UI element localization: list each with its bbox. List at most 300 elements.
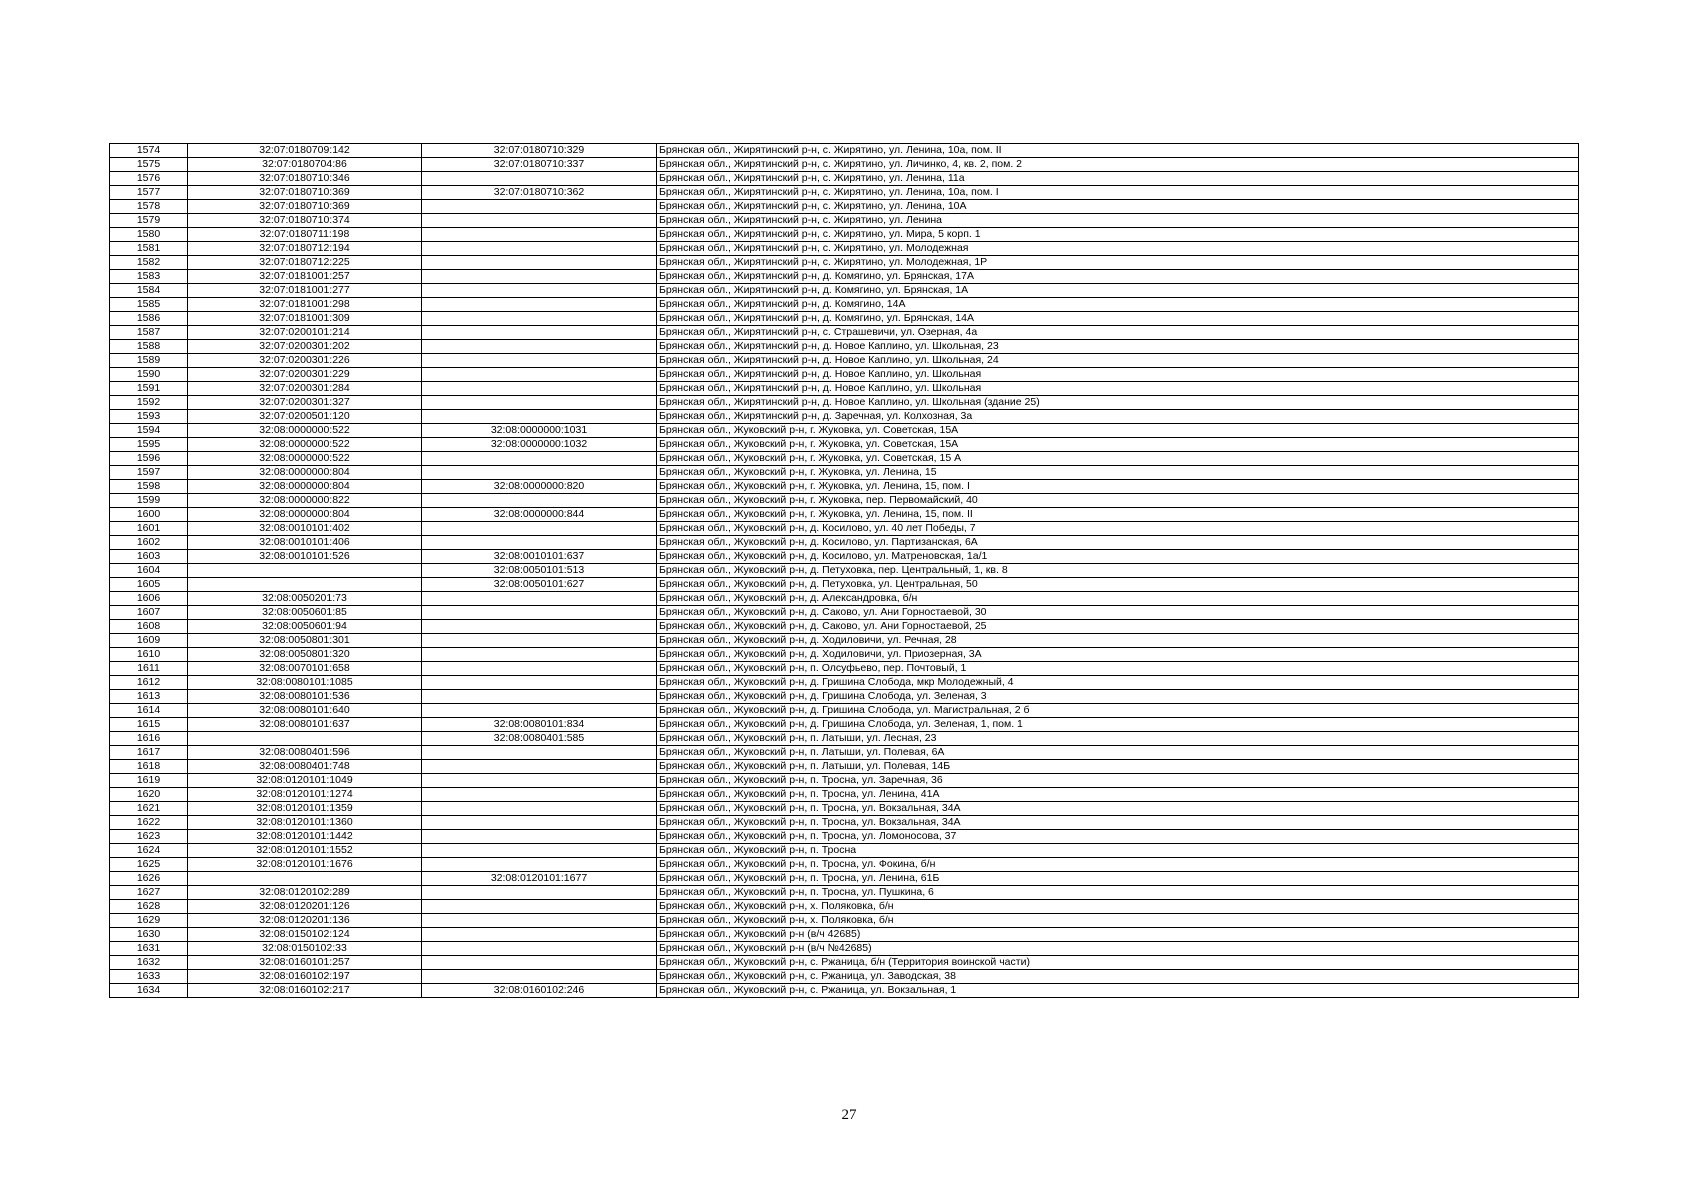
table-row [110, 900, 1579, 914]
address-cell: Брянская обл., Жирятинский р-н, с. Жирятино, ул. Ленина, 11а [657, 172, 1579, 186]
row-number-cell: 1615 [110, 718, 188, 732]
cadastral-number-cell: 32:07:0180712:194 [188, 242, 422, 256]
cadastral-number-cell: 32:08:0080401:748 [188, 760, 422, 774]
table-row [110, 522, 1579, 536]
row-number-cell: 1595 [110, 438, 188, 452]
address-cell: Брянская обл., Жуковский р-н, д. Александровка, б/н [657, 592, 1579, 606]
table-row [110, 424, 1579, 438]
table-row [110, 858, 1579, 872]
related-cadastral-number-cell [422, 942, 657, 956]
table-row [110, 718, 1579, 732]
row-number-cell: 1590 [110, 368, 188, 382]
row-number-cell: 1626 [110, 872, 188, 886]
row-number-cell: 1577 [110, 186, 188, 200]
row-number-cell: 1623 [110, 830, 188, 844]
cadastral-number-cell: 32:08:0010101:402 [188, 522, 422, 536]
related-cadastral-number-cell [422, 200, 657, 214]
cadastral-number-cell: 32:07:0180710:369 [188, 200, 422, 214]
cadastral-number-cell: 32:08:0000000:804 [188, 508, 422, 522]
table-row [110, 494, 1579, 508]
table-row [110, 382, 1579, 396]
row-number-cell: 1631 [110, 942, 188, 956]
table-row [110, 774, 1579, 788]
cadastral-number-cell [188, 732, 422, 746]
row-number-cell: 1601 [110, 522, 188, 536]
related-cadastral-number-cell [422, 410, 657, 424]
table-row [110, 942, 1579, 956]
table-row [110, 690, 1579, 704]
table-row [110, 172, 1579, 186]
address-cell: Брянская обл., Жирятинский р-н, с. Жирятино, ул. Молодежная [657, 242, 1579, 256]
address-cell: Брянская обл., Жуковский р-н, п. Латыши, ул. Полевая, 14Б [657, 760, 1579, 774]
row-number-cell: 1597 [110, 466, 188, 480]
address-cell: Брянская обл., Жуковский р-н, п. Тросна, ул. Ломоносова, 37 [657, 830, 1579, 844]
related-cadastral-number-cell [422, 214, 657, 228]
cadastral-number-cell: 32:08:0120101:1552 [188, 844, 422, 858]
table-row [110, 214, 1579, 228]
row-number-cell: 1608 [110, 620, 188, 634]
table-row [110, 844, 1579, 858]
row-number-cell: 1610 [110, 648, 188, 662]
table-row [110, 256, 1579, 270]
address-cell: Брянская обл., Жирятинский р-н, д. Заречная, ул. Колхозная, 3а [657, 410, 1579, 424]
cadastral-number-cell: 32:07:0180709:142 [188, 144, 422, 158]
table-row [110, 788, 1579, 802]
cadastral-number-cell: 32:08:0000000:804 [188, 466, 422, 480]
address-cell: Брянская обл., Жуковский р-н (в/ч 42685) [657, 928, 1579, 942]
address-cell: Брянская обл., Жирятинский р-н, с. Страшевичи, ул. Озерная, 4а [657, 326, 1579, 340]
cadastral-number-cell: 32:08:0080101:640 [188, 704, 422, 718]
row-number-cell: 1612 [110, 676, 188, 690]
table-row [110, 816, 1579, 830]
row-number-cell: 1604 [110, 564, 188, 578]
address-cell: Брянская обл., Жуковский р-н, г. Жуковка, ул. Советская, 15А [657, 424, 1579, 438]
row-number-cell: 1589 [110, 354, 188, 368]
related-cadastral-number-cell: 32:08:0000000:1032 [422, 438, 657, 452]
row-number-cell: 1618 [110, 760, 188, 774]
cadastral-number-cell: 32:07:0200301:229 [188, 368, 422, 382]
related-cadastral-number-cell [422, 354, 657, 368]
address-cell: Брянская обл., Жуковский р-н, с. Ржаница, ул. Заводская, 38 [657, 970, 1579, 984]
table-row [110, 620, 1579, 634]
table-row [110, 592, 1579, 606]
related-cadastral-number-cell: 32:08:0080401:585 [422, 732, 657, 746]
row-number-cell: 1596 [110, 452, 188, 466]
table-row [110, 144, 1579, 158]
table-row [110, 984, 1579, 998]
table-row [110, 928, 1579, 942]
cadastral-number-cell: 32:08:0120101:1274 [188, 788, 422, 802]
cadastral-number-cell: 32:07:0200301:284 [188, 382, 422, 396]
cadastral-number-cell: 32:07:0181001:257 [188, 270, 422, 284]
related-cadastral-number-cell [422, 914, 657, 928]
address-cell: Брянская обл., Жуковский р-н, х. Поляковка, б/н [657, 914, 1579, 928]
address-cell: Брянская обл., Жирятинский р-н, с. Жирятино, ул. Мира, 5 корп. 1 [657, 228, 1579, 242]
row-number-cell: 1592 [110, 396, 188, 410]
table-row [110, 340, 1579, 354]
address-cell: Брянская обл., Жуковский р-н, п. Тросна, ул. Фокина, б/н [657, 858, 1579, 872]
property-registry-table [109, 143, 1579, 998]
related-cadastral-number-cell [422, 774, 657, 788]
address-cell: Брянская обл., Жуковский р-н, п. Латыши, ул. Лесная, 23 [657, 732, 1579, 746]
related-cadastral-number-cell [422, 242, 657, 256]
address-cell: Брянская обл., Жирятинский р-н, д. Новое Каплино, ул. Школьная [657, 382, 1579, 396]
cadastral-number-cell: 32:08:0160102:217 [188, 984, 422, 998]
related-cadastral-number-cell: 32:07:0180710:362 [422, 186, 657, 200]
related-cadastral-number-cell [422, 270, 657, 284]
cadastral-number-cell: 32:08:0000000:804 [188, 480, 422, 494]
cadastral-number-cell: 32:08:0160101:257 [188, 956, 422, 970]
row-number-cell: 1605 [110, 578, 188, 592]
cadastral-number-cell: 32:08:0120201:136 [188, 914, 422, 928]
related-cadastral-number-cell [422, 606, 657, 620]
row-number-cell: 1574 [110, 144, 188, 158]
row-number-cell: 1603 [110, 550, 188, 564]
related-cadastral-number-cell [422, 466, 657, 480]
cadastral-number-cell: 32:07:0181001:309 [188, 312, 422, 326]
address-cell: Брянская обл., Жуковский р-н, г. Жуковка, ул. Ленина, 15 [657, 466, 1579, 480]
table-row [110, 648, 1579, 662]
table-row [110, 536, 1579, 550]
table-row [110, 410, 1579, 424]
row-number-cell: 1593 [110, 410, 188, 424]
cadastral-number-cell: 32:07:0180712:225 [188, 256, 422, 270]
cadastral-number-cell: 32:07:0200101:214 [188, 326, 422, 340]
cadastral-number-cell [188, 872, 422, 886]
related-cadastral-number-cell [422, 536, 657, 550]
address-cell: Брянская обл., Жирятинский р-н, д. Комягино, ул. Брянская, 17А [657, 270, 1579, 284]
row-number-cell: 1628 [110, 900, 188, 914]
related-cadastral-number-cell [422, 620, 657, 634]
table-row [110, 326, 1579, 340]
cadastral-number-cell: 32:08:0120201:126 [188, 900, 422, 914]
related-cadastral-number-cell [422, 886, 657, 900]
address-cell: Брянская обл., Жирятинский р-н, д. Комягино, 14А [657, 298, 1579, 312]
related-cadastral-number-cell [422, 956, 657, 970]
address-cell: Брянская обл., Жуковский р-н, п. Тросна, ул. Заречная, 36 [657, 774, 1579, 788]
cadastral-number-cell: 32:08:0050601:85 [188, 606, 422, 620]
cadastral-number-cell: 32:08:0000000:522 [188, 424, 422, 438]
related-cadastral-number-cell [422, 326, 657, 340]
related-cadastral-number-cell: 32:07:0180710:337 [422, 158, 657, 172]
cadastral-number-cell: 32:08:0120101:1049 [188, 774, 422, 788]
row-number-cell: 1587 [110, 326, 188, 340]
cadastral-number-cell: 32:08:0150102:33 [188, 942, 422, 956]
address-cell: Брянская обл., Жуковский р-н, д. Гришина Слобода, мкр Молодежный, 4 [657, 676, 1579, 690]
cadastral-number-cell: 32:07:0180710:346 [188, 172, 422, 186]
related-cadastral-number-cell [422, 844, 657, 858]
address-cell: Брянская обл., Жирятинский р-н, д. Новое Каплино, ул. Школьная [657, 368, 1579, 382]
cadastral-number-cell: 32:08:0120102:289 [188, 886, 422, 900]
cadastral-number-cell: 32:08:0000000:522 [188, 452, 422, 466]
related-cadastral-number-cell [422, 690, 657, 704]
related-cadastral-number-cell [422, 830, 657, 844]
cadastral-number-cell: 32:07:0200301:202 [188, 340, 422, 354]
cadastral-number-cell: 32:08:0050801:301 [188, 634, 422, 648]
table-row [110, 298, 1579, 312]
related-cadastral-number-cell [422, 816, 657, 830]
address-cell: Брянская обл., Жуковский р-н, д. Косилово, ул. Матреновская, 1а/1 [657, 550, 1579, 564]
related-cadastral-number-cell [422, 494, 657, 508]
address-cell: Брянская обл., Жуковский р-н, п. Олсуфьево, пер. Почтовый, 1 [657, 662, 1579, 676]
address-cell: Брянская обл., Жуковский р-н (в/ч №42685) [657, 942, 1579, 956]
row-number-cell: 1583 [110, 270, 188, 284]
related-cadastral-number-cell: 32:08:0120101:1677 [422, 872, 657, 886]
table-row [110, 732, 1579, 746]
row-number-cell: 1616 [110, 732, 188, 746]
row-number-cell: 1580 [110, 228, 188, 242]
address-cell: Брянская обл., Жуковский р-н, х. Поляковка, б/н [657, 900, 1579, 914]
related-cadastral-number-cell [422, 858, 657, 872]
related-cadastral-number-cell [422, 760, 657, 774]
address-cell: Брянская обл., Жуковский р-н, п. Тросна, ул. Пушкина, 6 [657, 886, 1579, 900]
registry-table-body [110, 144, 1579, 998]
row-number-cell: 1576 [110, 172, 188, 186]
address-cell: Брянская обл., Жирятинский р-н, д. Новое Каплино, ул. Школьная, 24 [657, 354, 1579, 368]
table-row [110, 760, 1579, 774]
cadastral-number-cell: 32:08:0050601:94 [188, 620, 422, 634]
cadastral-number-cell: 32:08:0080101:536 [188, 690, 422, 704]
related-cadastral-number-cell [422, 228, 657, 242]
cadastral-number-cell: 32:08:0000000:522 [188, 438, 422, 452]
table-row [110, 676, 1579, 690]
table-row [110, 662, 1579, 676]
related-cadastral-number-cell [422, 928, 657, 942]
cadastral-number-cell: 32:07:0180704:86 [188, 158, 422, 172]
row-number-cell: 1581 [110, 242, 188, 256]
address-cell: Брянская обл., Жуковский р-н, д. Петуховка, пер. Центральный, 1, кв. 8 [657, 564, 1579, 578]
row-number-cell: 1617 [110, 746, 188, 760]
table-row [110, 242, 1579, 256]
address-cell: Брянская обл., Жуковский р-н, г. Жуковка, ул. Ленина, 15, пом. I [657, 480, 1579, 494]
address-cell: Брянская обл., Жуковский р-н, д. Косилово, ул. Партизанская, 6А [657, 536, 1579, 550]
row-number-cell: 1607 [110, 606, 188, 620]
related-cadastral-number-cell [422, 382, 657, 396]
cadastral-number-cell: 32:08:0010101:526 [188, 550, 422, 564]
row-number-cell: 1575 [110, 158, 188, 172]
related-cadastral-number-cell [422, 256, 657, 270]
table-row [110, 704, 1579, 718]
address-cell: Брянская обл., Жуковский р-н, п. Тросна [657, 844, 1579, 858]
table-row [110, 956, 1579, 970]
related-cadastral-number-cell [422, 298, 657, 312]
row-number-cell: 1627 [110, 886, 188, 900]
row-number-cell: 1629 [110, 914, 188, 928]
table-row [110, 872, 1579, 886]
table-row [110, 914, 1579, 928]
table-row [110, 886, 1579, 900]
row-number-cell: 1620 [110, 788, 188, 802]
table-row [110, 830, 1579, 844]
address-cell: Брянская обл., Жуковский р-н, г. Жуковка, ул. Советская, 15А [657, 438, 1579, 452]
related-cadastral-number-cell [422, 592, 657, 606]
cadastral-number-cell: 32:08:0120101:1359 [188, 802, 422, 816]
address-cell: Брянская обл., Жирятинский р-н, с. Жирятино, ул. Ленина [657, 214, 1579, 228]
related-cadastral-number-cell [422, 340, 657, 354]
table-row [110, 452, 1579, 466]
address-cell: Брянская обл., Жуковский р-н, д. Косилово, ул. 40 лет Победы, 7 [657, 522, 1579, 536]
related-cadastral-number-cell [422, 522, 657, 536]
table-row [110, 284, 1579, 298]
related-cadastral-number-cell: 32:07:0180710:329 [422, 144, 657, 158]
table-row [110, 508, 1579, 522]
cadastral-number-cell: 32:08:0080401:596 [188, 746, 422, 760]
address-cell: Брянская обл., Жуковский р-н, г. Жуковка, пер. Первомайский, 40 [657, 494, 1579, 508]
related-cadastral-number-cell [422, 746, 657, 760]
row-number-cell: 1585 [110, 298, 188, 312]
row-number-cell: 1606 [110, 592, 188, 606]
row-number-cell: 1624 [110, 844, 188, 858]
cadastral-number-cell: 32:07:0181001:277 [188, 284, 422, 298]
table-row [110, 606, 1579, 620]
related-cadastral-number-cell: 32:08:0000000:844 [422, 508, 657, 522]
row-number-cell: 1611 [110, 662, 188, 676]
cadastral-number-cell: 32:08:0120101:1442 [188, 830, 422, 844]
row-number-cell: 1632 [110, 956, 188, 970]
table-row [110, 480, 1579, 494]
row-number-cell: 1578 [110, 200, 188, 214]
address-cell: Брянская обл., Жирятинский р-н, д. Новое Каплино, ул. Школьная, 23 [657, 340, 1579, 354]
table-row [110, 354, 1579, 368]
related-cadastral-number-cell [422, 634, 657, 648]
row-number-cell: 1621 [110, 802, 188, 816]
cadastral-number-cell: 32:07:0180710:374 [188, 214, 422, 228]
row-number-cell: 1609 [110, 634, 188, 648]
row-number-cell: 1619 [110, 774, 188, 788]
row-number-cell: 1602 [110, 536, 188, 550]
related-cadastral-number-cell: 32:08:0080101:834 [422, 718, 657, 732]
related-cadastral-number-cell [422, 396, 657, 410]
table-row [110, 634, 1579, 648]
related-cadastral-number-cell [422, 312, 657, 326]
related-cadastral-number-cell [422, 452, 657, 466]
address-cell: Брянская обл., Жирятинский р-н, с. Жирятино, ул. Ленина, 10А [657, 200, 1579, 214]
related-cadastral-number-cell [422, 970, 657, 984]
address-cell: Брянская обл., Жуковский р-н, д. Саково, ул. Ани Горностаевой, 30 [657, 606, 1579, 620]
row-number-cell: 1599 [110, 494, 188, 508]
cadastral-number-cell: 32:08:0000000:822 [188, 494, 422, 508]
row-number-cell: 1579 [110, 214, 188, 228]
row-number-cell: 1594 [110, 424, 188, 438]
related-cadastral-number-cell [422, 172, 657, 186]
address-cell: Брянская обл., Жирятинский р-н, д. Новое Каплино, ул. Школьная (здание 25) [657, 396, 1579, 410]
address-cell: Брянская обл., Жуковский р-н, г. Жуковка, ул. Ленина, 15, пом. II [657, 508, 1579, 522]
cadastral-number-cell: 32:08:0010101:406 [188, 536, 422, 550]
address-cell: Брянская обл., Жуковский р-н, г. Жуковка, ул. Советская, 15 А [657, 452, 1579, 466]
row-number-cell: 1614 [110, 704, 188, 718]
table-row [110, 186, 1579, 200]
row-number-cell: 1600 [110, 508, 188, 522]
related-cadastral-number-cell [422, 648, 657, 662]
cadastral-number-cell [188, 564, 422, 578]
address-cell: Брянская обл., Жирятинский р-н, с. Жирятино, ул. Ленина, 10а, пом. I [657, 186, 1579, 200]
address-cell: Брянская обл., Жуковский р-н, д. Ходиловичи, ул. Речная, 28 [657, 634, 1579, 648]
cadastral-number-cell: 32:08:0080101:1085 [188, 676, 422, 690]
address-cell: Брянская обл., Жуковский р-н, д. Петуховка, ул. Центральная, 50 [657, 578, 1579, 592]
cadastral-number-cell: 32:08:0160102:197 [188, 970, 422, 984]
address-cell: Брянская обл., Жуковский р-н, п. Тросна, ул. Ленина, 41А [657, 788, 1579, 802]
row-number-cell: 1622 [110, 816, 188, 830]
table-row [110, 746, 1579, 760]
related-cadastral-number-cell [422, 802, 657, 816]
related-cadastral-number-cell [422, 788, 657, 802]
cadastral-number-cell: 32:08:0070101:658 [188, 662, 422, 676]
row-number-cell: 1630 [110, 928, 188, 942]
cadastral-number-cell: 32:07:0181001:298 [188, 298, 422, 312]
table-row [110, 312, 1579, 326]
row-number-cell: 1591 [110, 382, 188, 396]
related-cadastral-number-cell [422, 676, 657, 690]
address-cell: Брянская обл., Жирятинский р-н, с. Жирятино, ул. Личинко, 4, кв. 2, пом. 2 [657, 158, 1579, 172]
address-cell: Брянская обл., Жуковский р-н, д. Гришина Слобода, ул. Зеленая, 1, пом. 1 [657, 718, 1579, 732]
related-cadastral-number-cell [422, 368, 657, 382]
address-cell: Брянская обл., Жирятинский р-н, д. Комягино, ул. Брянская, 14А [657, 312, 1579, 326]
address-cell: Брянская обл., Жуковский р-н, п. Тросна, ул. Вокзальная, 34А [657, 816, 1579, 830]
address-cell: Брянская обл., Жуковский р-н, д. Саково, ул. Ани Горностаевой, 25 [657, 620, 1579, 634]
related-cadastral-number-cell: 32:08:0160102:246 [422, 984, 657, 998]
address-cell: Брянская обл., Жирятинский р-н, с. Жирятино, ул. Ленина, 10а, пом. II [657, 144, 1579, 158]
address-cell: Брянская обл., Жирятинский р-н, д. Комягино, ул. Брянская, 1А [657, 284, 1579, 298]
related-cadastral-number-cell [422, 704, 657, 718]
table-row [110, 970, 1579, 984]
related-cadastral-number-cell [422, 284, 657, 298]
table-row [110, 200, 1579, 214]
table-row [110, 564, 1579, 578]
table-row [110, 368, 1579, 382]
cadastral-number-cell: 32:08:0120101:1676 [188, 858, 422, 872]
address-cell: Брянская обл., Жуковский р-н, с. Ржаница, б/н (Территория воинской части) [657, 956, 1579, 970]
table-row [110, 578, 1579, 592]
row-number-cell: 1633 [110, 970, 188, 984]
cadastral-number-cell: 32:08:0120101:1360 [188, 816, 422, 830]
cadastral-number-cell: 32:07:0200301:327 [188, 396, 422, 410]
table-row [110, 228, 1579, 242]
cadastral-number-cell: 32:07:0200301:226 [188, 354, 422, 368]
related-cadastral-number-cell [422, 662, 657, 676]
table-row [110, 396, 1579, 410]
address-cell: Брянская обл., Жуковский р-н, п. Тросна, ул. Вокзальная, 34А [657, 802, 1579, 816]
cadastral-number-cell [188, 578, 422, 592]
cadastral-number-cell: 32:08:0050801:320 [188, 648, 422, 662]
page-number: 27 [841, 1107, 857, 1123]
related-cadastral-number-cell: 32:08:0050101:513 [422, 564, 657, 578]
table-row [110, 270, 1579, 284]
address-cell: Брянская обл., Жуковский р-н, д. Ходиловичи, ул. Приозерная, 3А [657, 648, 1579, 662]
row-number-cell: 1588 [110, 340, 188, 354]
related-cadastral-number-cell [422, 900, 657, 914]
row-number-cell: 1584 [110, 284, 188, 298]
address-cell: Брянская обл., Жуковский р-н, с. Ржаница, ул. Вокзальная, 1 [657, 984, 1579, 998]
row-number-cell: 1582 [110, 256, 188, 270]
cadastral-number-cell: 32:07:0200501:120 [188, 410, 422, 424]
row-number-cell: 1634 [110, 984, 188, 998]
address-cell: Брянская обл., Жуковский р-н, п. Латыши, ул. Полевая, 6А [657, 746, 1579, 760]
cadastral-number-cell: 32:08:0080101:637 [188, 718, 422, 732]
row-number-cell: 1625 [110, 858, 188, 872]
table-row [110, 802, 1579, 816]
related-cadastral-number-cell: 32:08:0000000:1031 [422, 424, 657, 438]
cadastral-number-cell: 32:08:0150102:124 [188, 928, 422, 942]
cadastral-number-cell: 32:07:0180711:198 [188, 228, 422, 242]
row-number-cell: 1613 [110, 690, 188, 704]
related-cadastral-number-cell: 32:08:0010101:637 [422, 550, 657, 564]
table-row [110, 438, 1579, 452]
address-cell: Брянская обл., Жуковский р-н, д. Гришина Слобода, ул. Магистральная, 2 б [657, 704, 1579, 718]
address-cell: Брянская обл., Жуковский р-н, п. Тросна, ул. Ленина, 61Б [657, 872, 1579, 886]
address-cell: Брянская обл., Жирятинский р-н, с. Жирятино, ул. Молодежная, 1Р [657, 256, 1579, 270]
table-row [110, 466, 1579, 480]
row-number-cell: 1598 [110, 480, 188, 494]
